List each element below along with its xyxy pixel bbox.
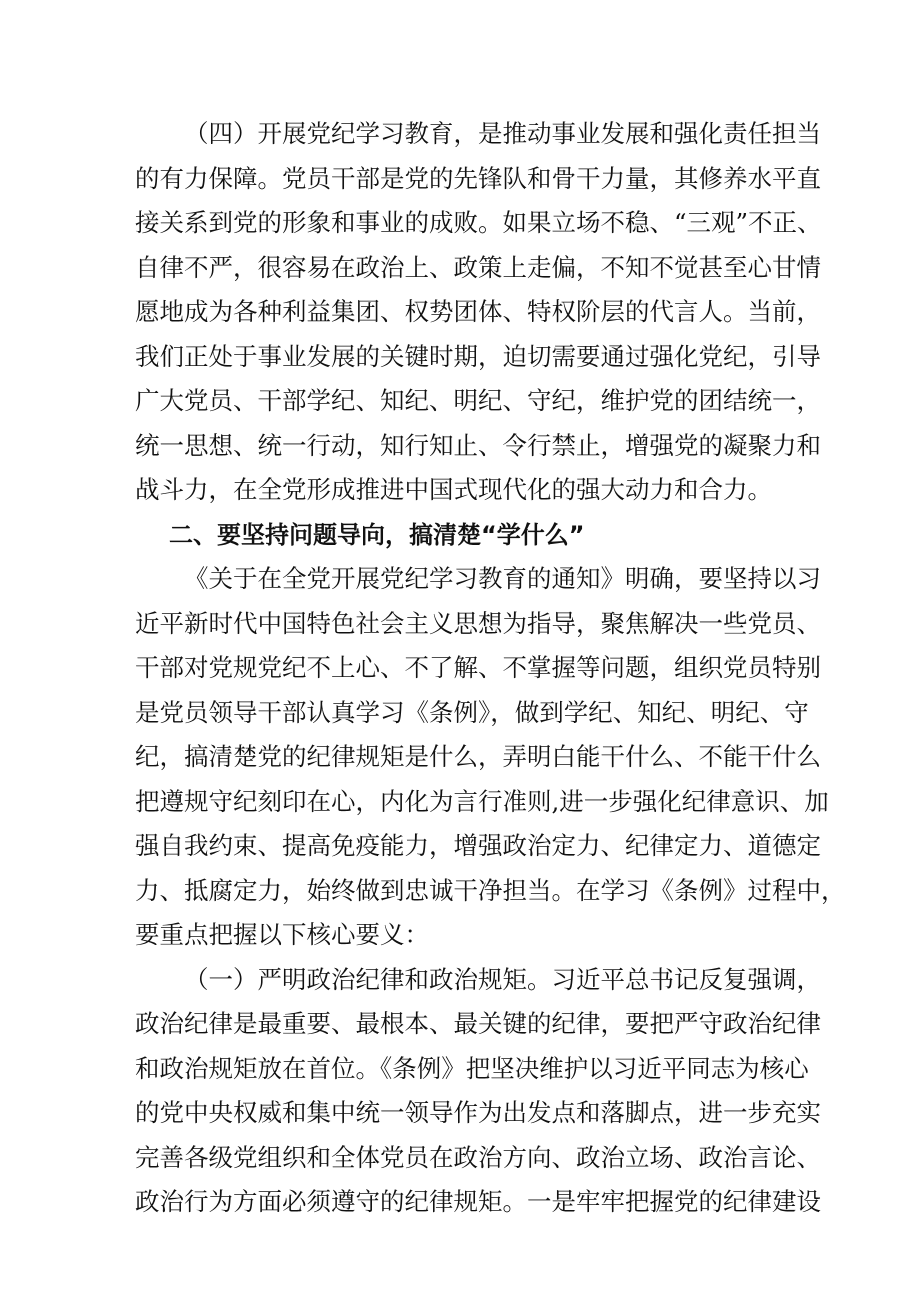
paragraph-one	[135, 958, 821, 1225]
section-heading: 二、要坚持问题导向，搞清楚“学什么”	[169, 520, 585, 549]
paragraph-line: 统一思想、统一行动，知行知止、令行禁止，增强党的凝聚力和	[135, 430, 821, 460]
paragraph-line: 我们正处于事业发展的关键时期，迫切需要通过强化党纪，引导	[135, 341, 821, 371]
paragraph-line: 政治行为方面必须遵守的纪律规矩。一是牢牢把握党的纪律建设	[135, 1187, 821, 1216]
paragraph-line: 是党员领导干部认真学习《条例》，做到学纪、知纪、明纪、守	[135, 697, 809, 727]
paragraph-line: 把遵规守纪刻印在心，内化为言行准则,进一步强化纪律意识、加	[135, 786, 829, 816]
paragraph-line: 自律不严，很容易在政治上、政策上走偏，不知不觉甚至心甘情	[135, 252, 821, 282]
paragraph-line: 的党中央权威和集中统一领导作为出发点和落脚点，进一步充实	[135, 1098, 821, 1127]
paragraph-line: 广大党员、干部学纪、知纪、明纪、守纪，维护党的团结统一，	[135, 386, 821, 415]
paragraph-line: 干部对党规党纪不上心、不了解、不掌握等问题，组织党员特别	[135, 653, 821, 682]
paragraph-line: 完善各级党组织和全体党员在政治方向、政治立场、政治言论、	[135, 1142, 821, 1172]
paragraph-notice	[135, 557, 846, 958]
paragraph-four	[135, 112, 822, 513]
paragraph-line: 强自我约束、提高免疫能力，增强政治定力、纪律定力、道德定	[135, 831, 821, 860]
paragraph-line: 近平新时代中国特色社会主义思想为指导，聚焦解决一些党员、	[135, 608, 821, 638]
paragraph-line: 力、抵腐定力，始终做到忠诚干净担当。在学习《条例》过程中，	[135, 875, 846, 905]
paragraph-line: 战斗力，在全党形成推进中国式现代化的强大动力和合力。	[135, 475, 772, 504]
paragraph-line: 《关于在全党开展党纪学习教育的通知》明确，要坚持以习	[184, 564, 821, 593]
paragraph-line: 愿地成为各种利益集团、权势团体、特权阶层的代言人。当前，	[135, 297, 821, 326]
paragraph-line: 的有力保障。党员干部是党的先锋队和骨干力量，其修养水平直	[135, 163, 821, 193]
paragraph-line: 要重点把握以下核心要义：	[135, 920, 429, 949]
paragraph-line: 政治纪律是最重要、最根本、最关键的纪律，要把严守政治纪律	[135, 1009, 821, 1038]
paragraph-line: 和政治规矩放在首位。《条例》把坚决维护以习近平同志为核心	[135, 1053, 809, 1083]
document-body	[135, 112, 846, 1225]
paragraph-line: 纪，搞清楚党的纪律规矩是什么，弄明白能干什么、不能干什么	[135, 742, 821, 771]
paragraph-line: （一）严明政治纪律和政治规矩。习近平总书记反复强调，	[184, 964, 821, 994]
paragraph-line: 接关系到党的形象和事业的成败。如果立场不稳、“三观”不正、	[135, 208, 822, 237]
paragraph-line: （四）开展党纪学习教育，是推动事业发展和强化责任担当	[184, 119, 821, 148]
